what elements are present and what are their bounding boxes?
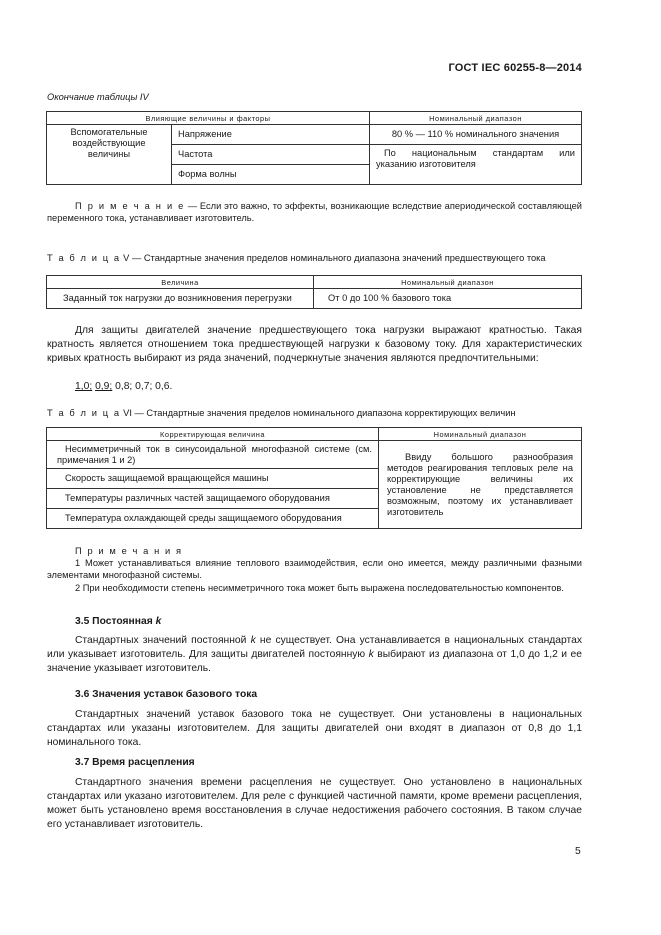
paragraph-ratio: Для защиты двигателей значение предшествующего тока нагрузки выражают кратностью. Такая кратность является отношением тока предшествующей нагрузки к базовому току. Для характеристических кривых кратность выбирают из ряда значений, подчеркнутые значения являются предпочтительными:: [47, 325, 582, 364]
table5-head-quantity: Величина: [47, 276, 314, 289]
table6-head-range: Номинальный диапазон: [379, 428, 582, 441]
table-title-text: V — Стандартные значения пределов номинального диапазона значений предшествующего тока: [120, 253, 546, 263]
page-number: 5: [575, 846, 581, 857]
section-3-6-text: Стандартных значений уставок базового тока не существует. Они установлены в национальных стандартах или указаны изготовителем. Для защиты двигателей они входят в диапазон от 0,8 до 1,1 номинального тока.: [47, 709, 582, 748]
text-part: выбирают из диапазона от 1,0 до 1,2 и ее значение указывает изготовитель.: [47, 649, 582, 674]
table5: [46, 275, 582, 309]
table-label: Т а б л и ц а: [47, 408, 121, 418]
symbol-k: k: [250, 635, 256, 646]
table-title-text: VI — Стандартные значения пределов номинального диапазона корректирующих величин: [120, 408, 516, 418]
table5-range: От 0 до 100 % базового тока: [314, 289, 582, 309]
text-part: не существует. Она устанавливается в национальных стандартах или указывает изготовитель. Для защиты двигателей постоянную: [47, 635, 582, 660]
table4-factor: Напряжение: [172, 125, 370, 145]
table6-quantity: Скорость защищаемой вращающейся машины: [47, 469, 379, 489]
section-3-7-text: Стандартного значения времени расцепления не существует. Оно установлено в национальных стандартах или указано изготовителем. Для реле с функцией частичной памяти, кроме времени расцепления, может быть установлено время восстановления в случае недостижения рабочего состояния. В таком случае его устанавливает изготовитель.: [47, 777, 582, 830]
table5-title: [47, 252, 546, 264]
text-part: Стандартных значений постоянной: [75, 635, 247, 646]
table6-notes-label: П р и м е ч а н и я: [75, 546, 183, 556]
table6-quantity: Температура охлаждающей среды защищаемого оборудования: [47, 509, 379, 529]
note-label: П р и м е ч а н и е: [75, 201, 185, 211]
table4-factor: Частота: [172, 145, 370, 165]
table4-head-factors: Влияющие величины и факторы: [47, 112, 370, 125]
table6-note-2: 2 При необходимости степень несимметричного тока может быть выражена последовательностью компонентов.: [75, 583, 564, 593]
heading-text: 3.5 Постоянная: [75, 616, 153, 627]
table-label: Т а б л и ц а: [47, 253, 121, 263]
table4-merged-range: По национальным стандартам или указанию изготовителя: [370, 145, 582, 185]
section-3-5-heading: [75, 616, 161, 627]
table6-quantity: Температуры различных частей защищаемого оборудования: [47, 489, 379, 509]
preferred-values: [75, 380, 172, 394]
table5-quantity: Заданный ток нагрузки до возникновения перегрузки: [47, 289, 314, 309]
standard-designation: ГОСТ IEC 60255-8—2014: [448, 62, 582, 74]
preferred-value: 1,0;: [75, 381, 93, 392]
table6-note-1: 1 Может устанавливаться влияние теплового взаимодействия, если оно имеется, между различными фазными элементами многофазной системы.: [47, 558, 582, 580]
preferred-value: 0,9;: [95, 381, 113, 392]
table6-head-quantity: Корректирующая величина: [47, 428, 379, 441]
table4: [46, 111, 582, 185]
section-3-7-heading: 3.7 Время расцепления: [75, 757, 195, 768]
symbol-k: k: [368, 649, 374, 660]
table4-range: 80 % — 110 % номинального значения: [370, 125, 582, 145]
table4-caption: Окончание таблицы IV: [47, 92, 149, 102]
table4-head-range: Номинальный диапазон: [370, 112, 582, 125]
table5-head-range: Номинальный диапазон: [314, 276, 582, 289]
section-3-5-text: [47, 634, 582, 676]
table6: [46, 427, 582, 529]
section-3-6-heading: 3.6 Значения уставок базового тока: [75, 689, 258, 700]
table4-group: Вспомогательные воздействующие величины: [47, 125, 172, 185]
table6-quantity: Несимметричный ток в синусоидальной многофазной системе (см. примечания 1 и 2): [47, 441, 379, 469]
heading-k: k: [155, 616, 162, 627]
table4-note: [47, 200, 582, 224]
table6-merged-range: Ввиду большого разнообразия методов реагирования тепловых реле на корректирующие величины их установление не представляется возможным, поэтому их устанавливает изготовитель: [379, 441, 582, 529]
other-values: 0,8; 0,7; 0,6.: [112, 381, 173, 392]
note-text: — Если это важно, то эффекты, возникающие вследствие апериодической составляющей переменного тока, устанавливает изготовитель.: [47, 201, 582, 223]
table6-title: [47, 407, 516, 419]
table4-factor: Форма волны: [172, 165, 370, 185]
